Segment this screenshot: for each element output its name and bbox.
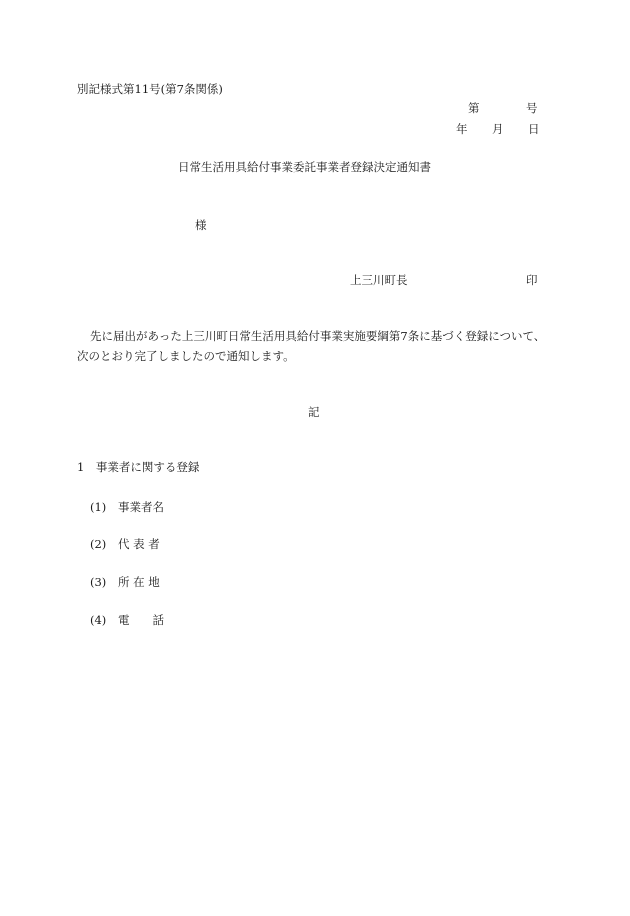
- seal-mark: 印: [526, 273, 538, 287]
- document-number-line: [468, 103, 538, 115]
- date-line: [456, 124, 540, 136]
- form-label: 別記様式第11号(第7条関係): [77, 82, 223, 96]
- item-number: (4): [90, 613, 107, 627]
- date-year: 年: [456, 122, 468, 136]
- section-heading: 1 事業者に関する登録: [77, 460, 200, 474]
- item-label: 代 表 者: [118, 537, 160, 551]
- item-label: 所 在 地: [118, 575, 160, 589]
- item-label: 事業者名: [118, 500, 164, 514]
- item-label: 電 話: [118, 613, 164, 627]
- issuer-line: [350, 275, 538, 287]
- list-item: [90, 577, 160, 589]
- date-day: 日: [528, 122, 540, 136]
- item-number: (2): [90, 537, 107, 551]
- list-item: [90, 615, 164, 627]
- item-number: (1): [90, 500, 107, 514]
- date-month: 月: [492, 122, 504, 136]
- item-number: (3): [90, 575, 107, 589]
- issuer-name: 上三川町長: [350, 273, 408, 287]
- document-title: 日常生活用具給付事業委託事業者登録決定通知書: [178, 160, 431, 174]
- addressee-suffix: 様: [195, 218, 207, 232]
- number-prefix: 第: [468, 101, 480, 115]
- list-item: [90, 502, 164, 514]
- body-text-line-2: 次のとおり完了しましたので通知します。: [77, 349, 295, 363]
- list-item: [90, 539, 160, 551]
- number-suffix: 号: [526, 101, 538, 115]
- ki-heading: 記: [308, 405, 320, 419]
- body-text-line-1: 先に届出があった上三川町日常生活用具給付事業実施要綱第7条に基づく登録について、: [90, 329, 546, 343]
